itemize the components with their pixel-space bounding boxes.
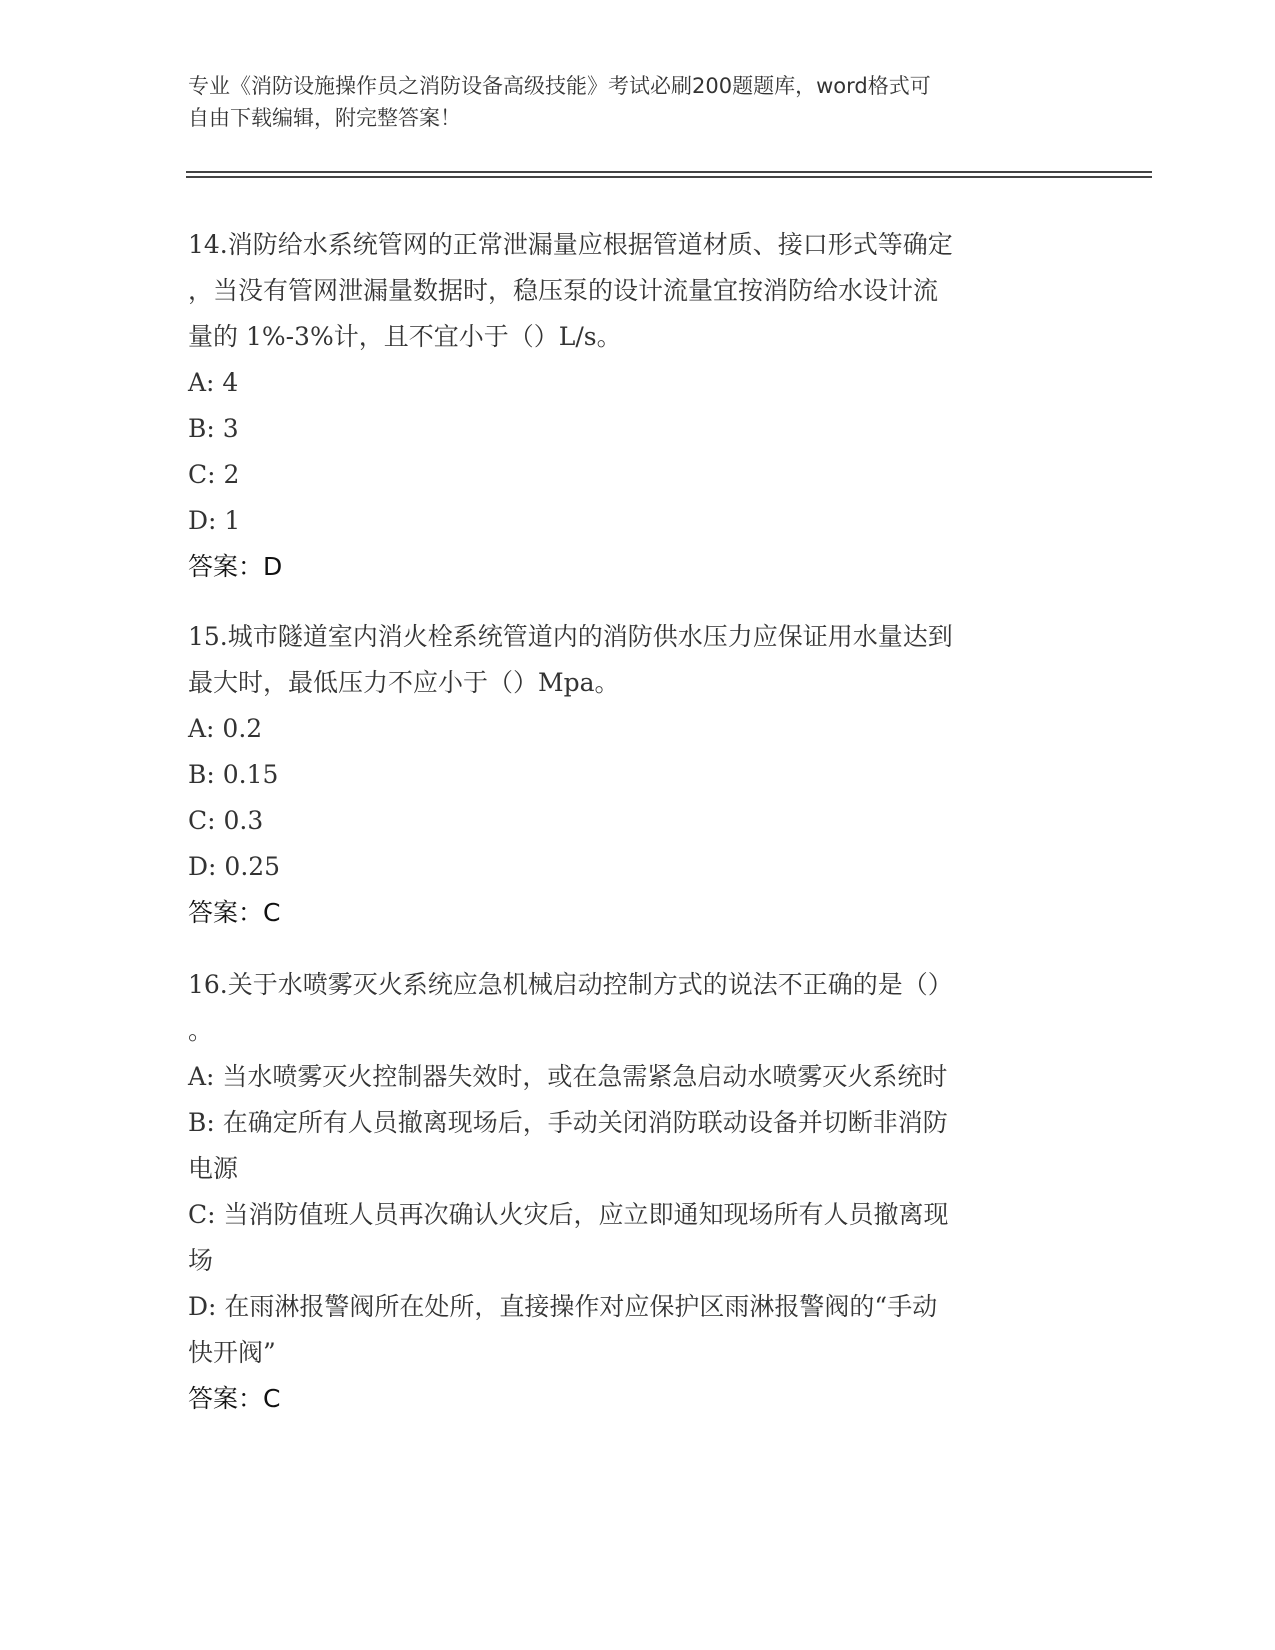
option-c: C: 2 <box>188 460 240 489</box>
option-c: C: 0.3 <box>188 806 264 835</box>
option-b: B: 在确定所有人员撤离现场后，手动关闭消防联动设备并切断非消防 <box>188 1108 948 1137</box>
question-stem-line: 16.关于水喷雾灭火系统应急机械启动控制方式的说法不正确的是（） <box>188 970 953 999</box>
option-a: A: 0.2 <box>188 714 263 743</box>
option-c: C: 当消防值班人员再次确认火灾后，应立即通知现场所有人员撤离现 <box>188 1200 949 1229</box>
question-stem-line: 最大时，最低压力不应小于（）Mpa。 <box>188 668 620 697</box>
question-stem-line: 。 <box>188 1016 214 1045</box>
option-d: D: 1 <box>188 506 241 535</box>
question-stem-line: ，当没有管网泄漏量数据时，稳压泵的设计流量宜按消防给水设计流 <box>188 276 939 305</box>
option-d: D: 0.25 <box>188 852 281 881</box>
header-line-2: 自由下载编辑，附完整答案！ <box>188 106 461 130</box>
option-d: D: 在雨淋报警阀所在处所，直接操作对应保护区雨淋报警阀的“手动 <box>188 1292 938 1321</box>
question-14 <box>188 222 1068 590</box>
question-15 <box>188 614 1068 936</box>
option-d-continued: 快开阀” <box>188 1338 276 1367</box>
header-divider-bottom <box>186 176 1152 178</box>
option-b-continued: 电源 <box>188 1154 239 1183</box>
header-divider-top <box>186 171 1152 173</box>
option-a: A: 当水喷雾灭火控制器失效时，或在急需紧急启动水喷雾灭火系统时 <box>188 1062 948 1091</box>
question-stem-line: 14.消防给水系统管网的正常泄漏量应根据管道材质、接口形式等确定 <box>188 230 953 259</box>
option-a: A: 4 <box>188 368 239 397</box>
question-stem-line: 15.城市隧道室内消火栓系统管道内的消防供水压力应保证用水量达到 <box>188 622 953 651</box>
document-header <box>188 70 1068 134</box>
question-16 <box>188 962 1068 1422</box>
option-c-continued: 场 <box>188 1246 214 1275</box>
answer: 答案：D <box>188 552 283 581</box>
option-b: B: 0.15 <box>188 760 279 789</box>
question-stem-line: 量的 1%-3%计，且不宜小于（）L/s。 <box>188 322 622 351</box>
option-b: B: 3 <box>188 414 239 443</box>
header-line-1: 专业《消防设施操作员之消防设备高级技能》考试必刷200题题库，word格式可 <box>188 74 931 98</box>
answer: 答案：C <box>188 1384 281 1413</box>
answer: 答案：C <box>188 898 281 927</box>
